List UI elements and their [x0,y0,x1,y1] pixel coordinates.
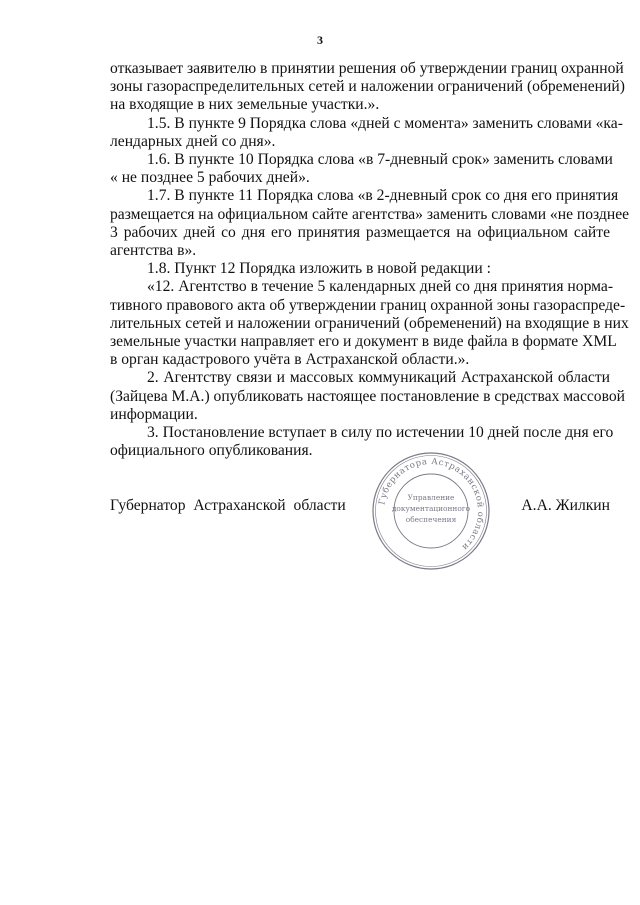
text-line: «12. Агентство в течение 5 календарных дней со дня принятия норма- [147,278,614,296]
text-line: официального опубликования. [110,442,313,460]
official-seal [370,450,492,572]
text-line: 2. Агентству связи и массовых коммуникаций Астраханской области [147,369,610,387]
text-line: лендарных дней со дня». [110,132,276,150]
text-line: земельные участки направляет его и документ в виде файла в формате XML [110,333,617,351]
signatory-name: А.А. Жилкин [521,497,610,514]
text-line: 1.8. Пункт 12 Порядка изложить в новой редакции : [147,260,491,278]
text-line: отказывает заявителю в принятии решения об утверждении границ охранной [110,60,624,77]
paragraph [110,278,629,369]
seal-center-line-2: документационного [391,504,471,513]
text-line: 3 рабочих дней со дня его принятия размещается на официальном сайте [110,223,610,241]
text-line: на входящие в них земельные участки.». [110,96,380,114]
paragraph [110,424,614,460]
paragraph [110,187,630,260]
paragraph [110,151,613,187]
text-line: « не позднее 5 рабочих дней». [110,169,310,187]
text-line: лительных сетей и наложении ограничений (обременений) на входящие в них [110,314,629,332]
paragraph [110,114,623,151]
text-line: зоны газораспределительных сетей и наложении ограничений (обременений) [110,78,625,96]
document-body [110,60,630,460]
text-line: агентства в». [110,242,197,260]
text-line: размещается на официальном сайте агентства» заменить словами «не позднее [110,205,630,223]
text-line: 3. Постановление вступает в силу по истечении 10 дней после дня его [147,424,614,442]
text-line: 1.5. В пункте 9 Порядка слова «дней с момента» заменить словами «ка- [147,114,623,132]
text-line: 1.6. В пункте 10 Порядка слова «в 7-дневный срок» заменить словами [147,151,613,169]
seal-ring-textpath: Губернатора Астраханской области [377,456,486,553]
text-line: (Зайцева М.А.) опубликовать настоящее постановление в средствах массовой [110,387,625,405]
text-line: в орган кадастрового учёта в Астраханской области.». [110,351,470,369]
seal-center-line-3: обеспечения [405,515,457,524]
seal-center-line-1: Управление [407,493,455,502]
paragraph [110,260,610,278]
paragraph [110,369,625,424]
text-line: информации. [110,405,198,423]
paragraph [110,60,625,115]
signatory-title: Губернатор Астраханской области [110,497,346,514]
text-line: 1.7. В пункте 11 Порядка слова «в 2-дневный срок со дня его принятия [147,187,619,205]
text-line: тивного правового акта об утверждении границ охранной зоны газораспреде- [110,296,626,314]
page-number: 3 [317,33,323,47]
